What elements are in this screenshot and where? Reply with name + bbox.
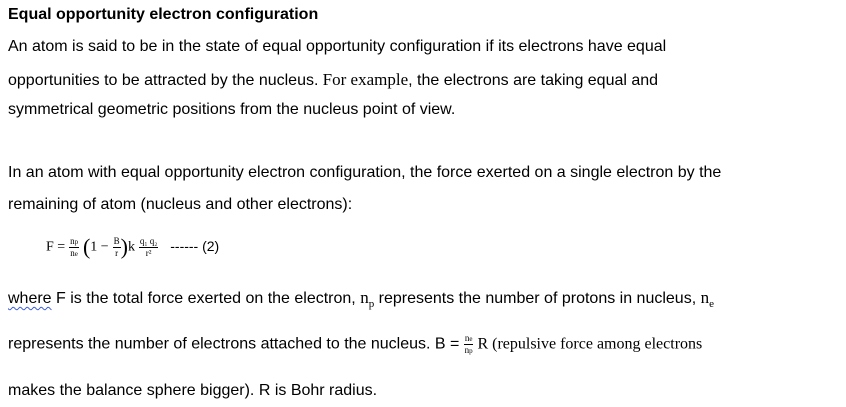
para2-line1: In an atom with equal opportunity electron configuration, the force exerted on a single electron by the bbox=[8, 164, 722, 181]
symbol-ne-base: n bbox=[700, 288, 710, 307]
frac1-den: n bbox=[70, 247, 75, 258]
bfrac-den-sub: p bbox=[469, 347, 473, 355]
frac1-den-sub: e bbox=[74, 249, 78, 258]
bfrac-num-sub: e bbox=[469, 335, 473, 343]
symbol-np-sub: p bbox=[368, 298, 375, 310]
para3-line1-b: represents the number of protons in nucleus, bbox=[374, 290, 701, 307]
para3-line2 bbox=[8, 334, 702, 355]
equation-k: k bbox=[127, 239, 135, 255]
equation-tag: ------ (2) bbox=[170, 237, 220, 254]
symbol-np bbox=[360, 288, 375, 310]
para1-line1: An atom is said to be in the state of equal opportunity configuration if its electrons have equal bbox=[8, 38, 667, 55]
equation-fraction-b-r bbox=[113, 237, 121, 258]
frac3-num: q₁ q₂ bbox=[139, 235, 158, 246]
symbol-np-base: n bbox=[360, 288, 369, 307]
para3-line2-a: represents the number of electrons attached to the nucleus. B = bbox=[8, 335, 464, 353]
equation-close-paren: ) bbox=[120, 234, 128, 259]
para1-example-text: For example bbox=[318, 70, 409, 89]
equation-one-minus: 1 − bbox=[90, 239, 109, 255]
para3-line1 bbox=[8, 288, 714, 310]
equation-fraction-q1q2-r2 bbox=[139, 237, 159, 258]
equation-fraction-np-ne bbox=[69, 237, 79, 258]
symbol-ne bbox=[700, 288, 714, 310]
para3-line1-a: F is the total force exerted on the electron, bbox=[51, 290, 361, 307]
frac1-num-sub: p bbox=[74, 237, 79, 246]
para1-line2 bbox=[8, 70, 658, 90]
symbol-ne-sub: e bbox=[709, 298, 714, 310]
para1-line3: symmetrical geometric positions from the nucleus point of view. bbox=[8, 101, 456, 118]
section-title: Equal opportunity electron configuration bbox=[8, 6, 319, 23]
b-definition-fraction bbox=[464, 334, 474, 355]
para3-line3: makes the balance sphere bigger). R is Bohr radius. bbox=[8, 382, 378, 399]
frac1-num: n bbox=[70, 235, 75, 246]
bfrac-num: n bbox=[464, 333, 470, 343]
para2-line2: remaining of atom (nucleus and other electrons): bbox=[8, 196, 353, 213]
spellcheck-word-where: where bbox=[8, 290, 52, 307]
bfrac-den: n bbox=[464, 345, 470, 355]
para1-line2-c: , the electrons are taking equal and bbox=[408, 72, 659, 89]
equation-lhs: F = bbox=[46, 239, 66, 255]
frac2-num: B bbox=[113, 235, 120, 246]
force-equation bbox=[46, 234, 219, 260]
equation-open-paren: ( bbox=[82, 234, 91, 259]
para1-line2-a: opportunities to be attracted by the nucleus. bbox=[8, 72, 319, 89]
para3-line2-b: R (repulsive force among electrons bbox=[473, 335, 703, 353]
frac2-den: r bbox=[115, 247, 119, 258]
frac3-den: r² bbox=[145, 247, 152, 258]
